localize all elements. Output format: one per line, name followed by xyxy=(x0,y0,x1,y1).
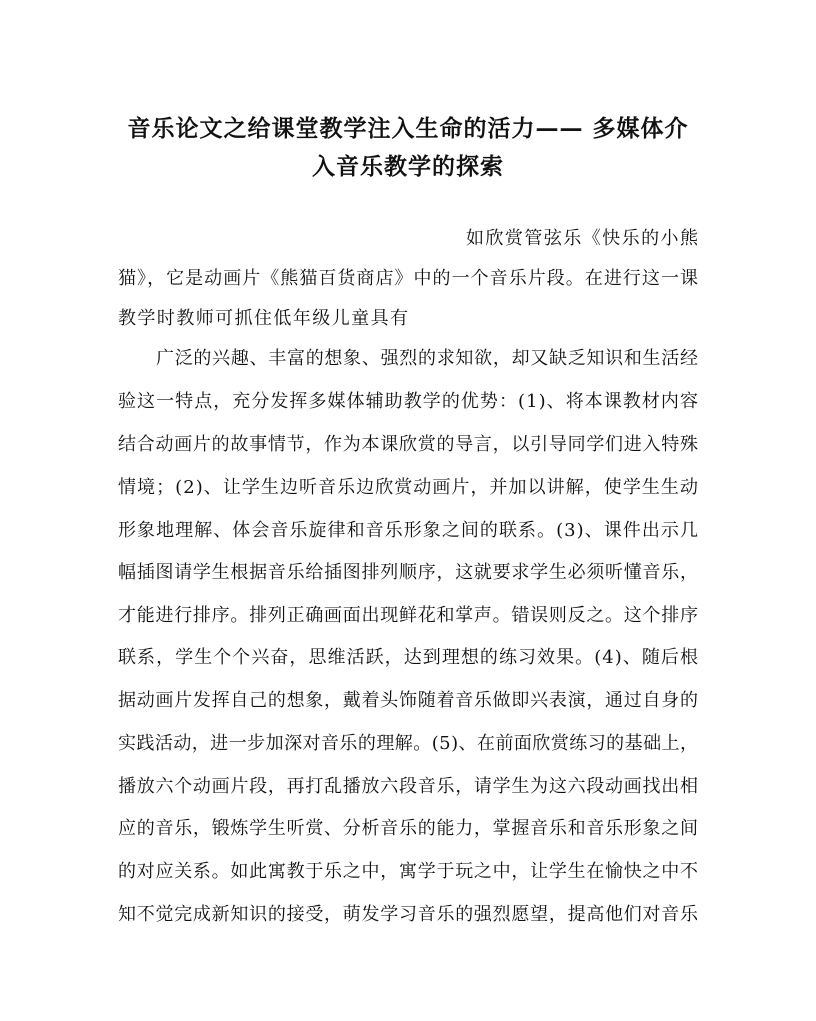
paragraph-2-line-7: 才能进行排序。排列正确画面出现鲜花和掌声。错误则反之。这个排序 xyxy=(118,605,699,626)
paragraph-2-line-11: 播放六个动画片段，再打乱播放六段音乐，请学生为这六段动画找出相 xyxy=(118,776,699,797)
paragraph-2-line-4: 情境；(2)、让学生边听音乐边欣赏动画片，并加以讲解，使学生生动 xyxy=(118,477,700,498)
paragraph-1-line-3: 教学时教师可抓住低年级儿童具有 xyxy=(118,308,410,329)
paragraph-1-line-1: 如欣赏管弦乐《快乐的小熊 xyxy=(466,228,700,249)
paragraph-2-line-5: 形象地理解、体会音乐旋律和音乐形象之间的联系。(3)、课件出示几 xyxy=(118,520,700,541)
paragraph-2-line-12: 应的音乐，锻炼学生听赏、分析音乐的能力，掌握音乐和音乐形象之间 xyxy=(118,818,699,839)
paragraph-2-line-9: 据动画片发挥自己的想象，戴着头饰随着音乐做即兴表演，通过自身的 xyxy=(118,690,699,711)
document-title-line-1: 音乐论文之给课堂教学注入生命的活力—— 多媒体介 xyxy=(127,115,689,142)
paragraph-2-line-3: 结合动画片的故事情节，作为本课欣赏的导言，以引导同学们进入特殊 xyxy=(118,434,699,455)
paragraph-2-line-14: 知不觉完成新知识的接受，萌发学习音乐的强烈愿望，提高他们对音乐 xyxy=(118,904,699,925)
paragraph-2-line-8: 联系，学生个个兴奋，思维活跃，达到理想的练习效果。(4)、随后根 xyxy=(118,647,700,668)
paragraph-2-line-10: 实践活动，进一步加深对音乐的理解。(5)、在前面欣赏练习的基础上， xyxy=(118,733,699,754)
paragraph-1-line-2: 猫》，它是动画片《熊猫百货商店》中的一个音乐片段。在进行这一课 xyxy=(118,268,700,289)
document-title-line-2: 入音乐教学的探索 xyxy=(312,153,504,180)
paragraph-2-line-2: 验这一特点，充分发挥多媒体辅助教学的优势：(1)、将本课教材内容 xyxy=(118,391,700,412)
paragraph-2-line-6: 幅插图请学生根据音乐给插图排列顺序，这就要求学生必须听懂音乐， xyxy=(118,562,699,583)
paragraph-2-line-1: 广泛的兴趣、丰富的想象、强烈的求知欲，却又缺乏知识和生活经 xyxy=(156,348,699,369)
paragraph-2-line-13: 的对应关系。如此寓教于乐之中，寓学于玩之中，让学生在愉快之中不 xyxy=(118,861,699,882)
